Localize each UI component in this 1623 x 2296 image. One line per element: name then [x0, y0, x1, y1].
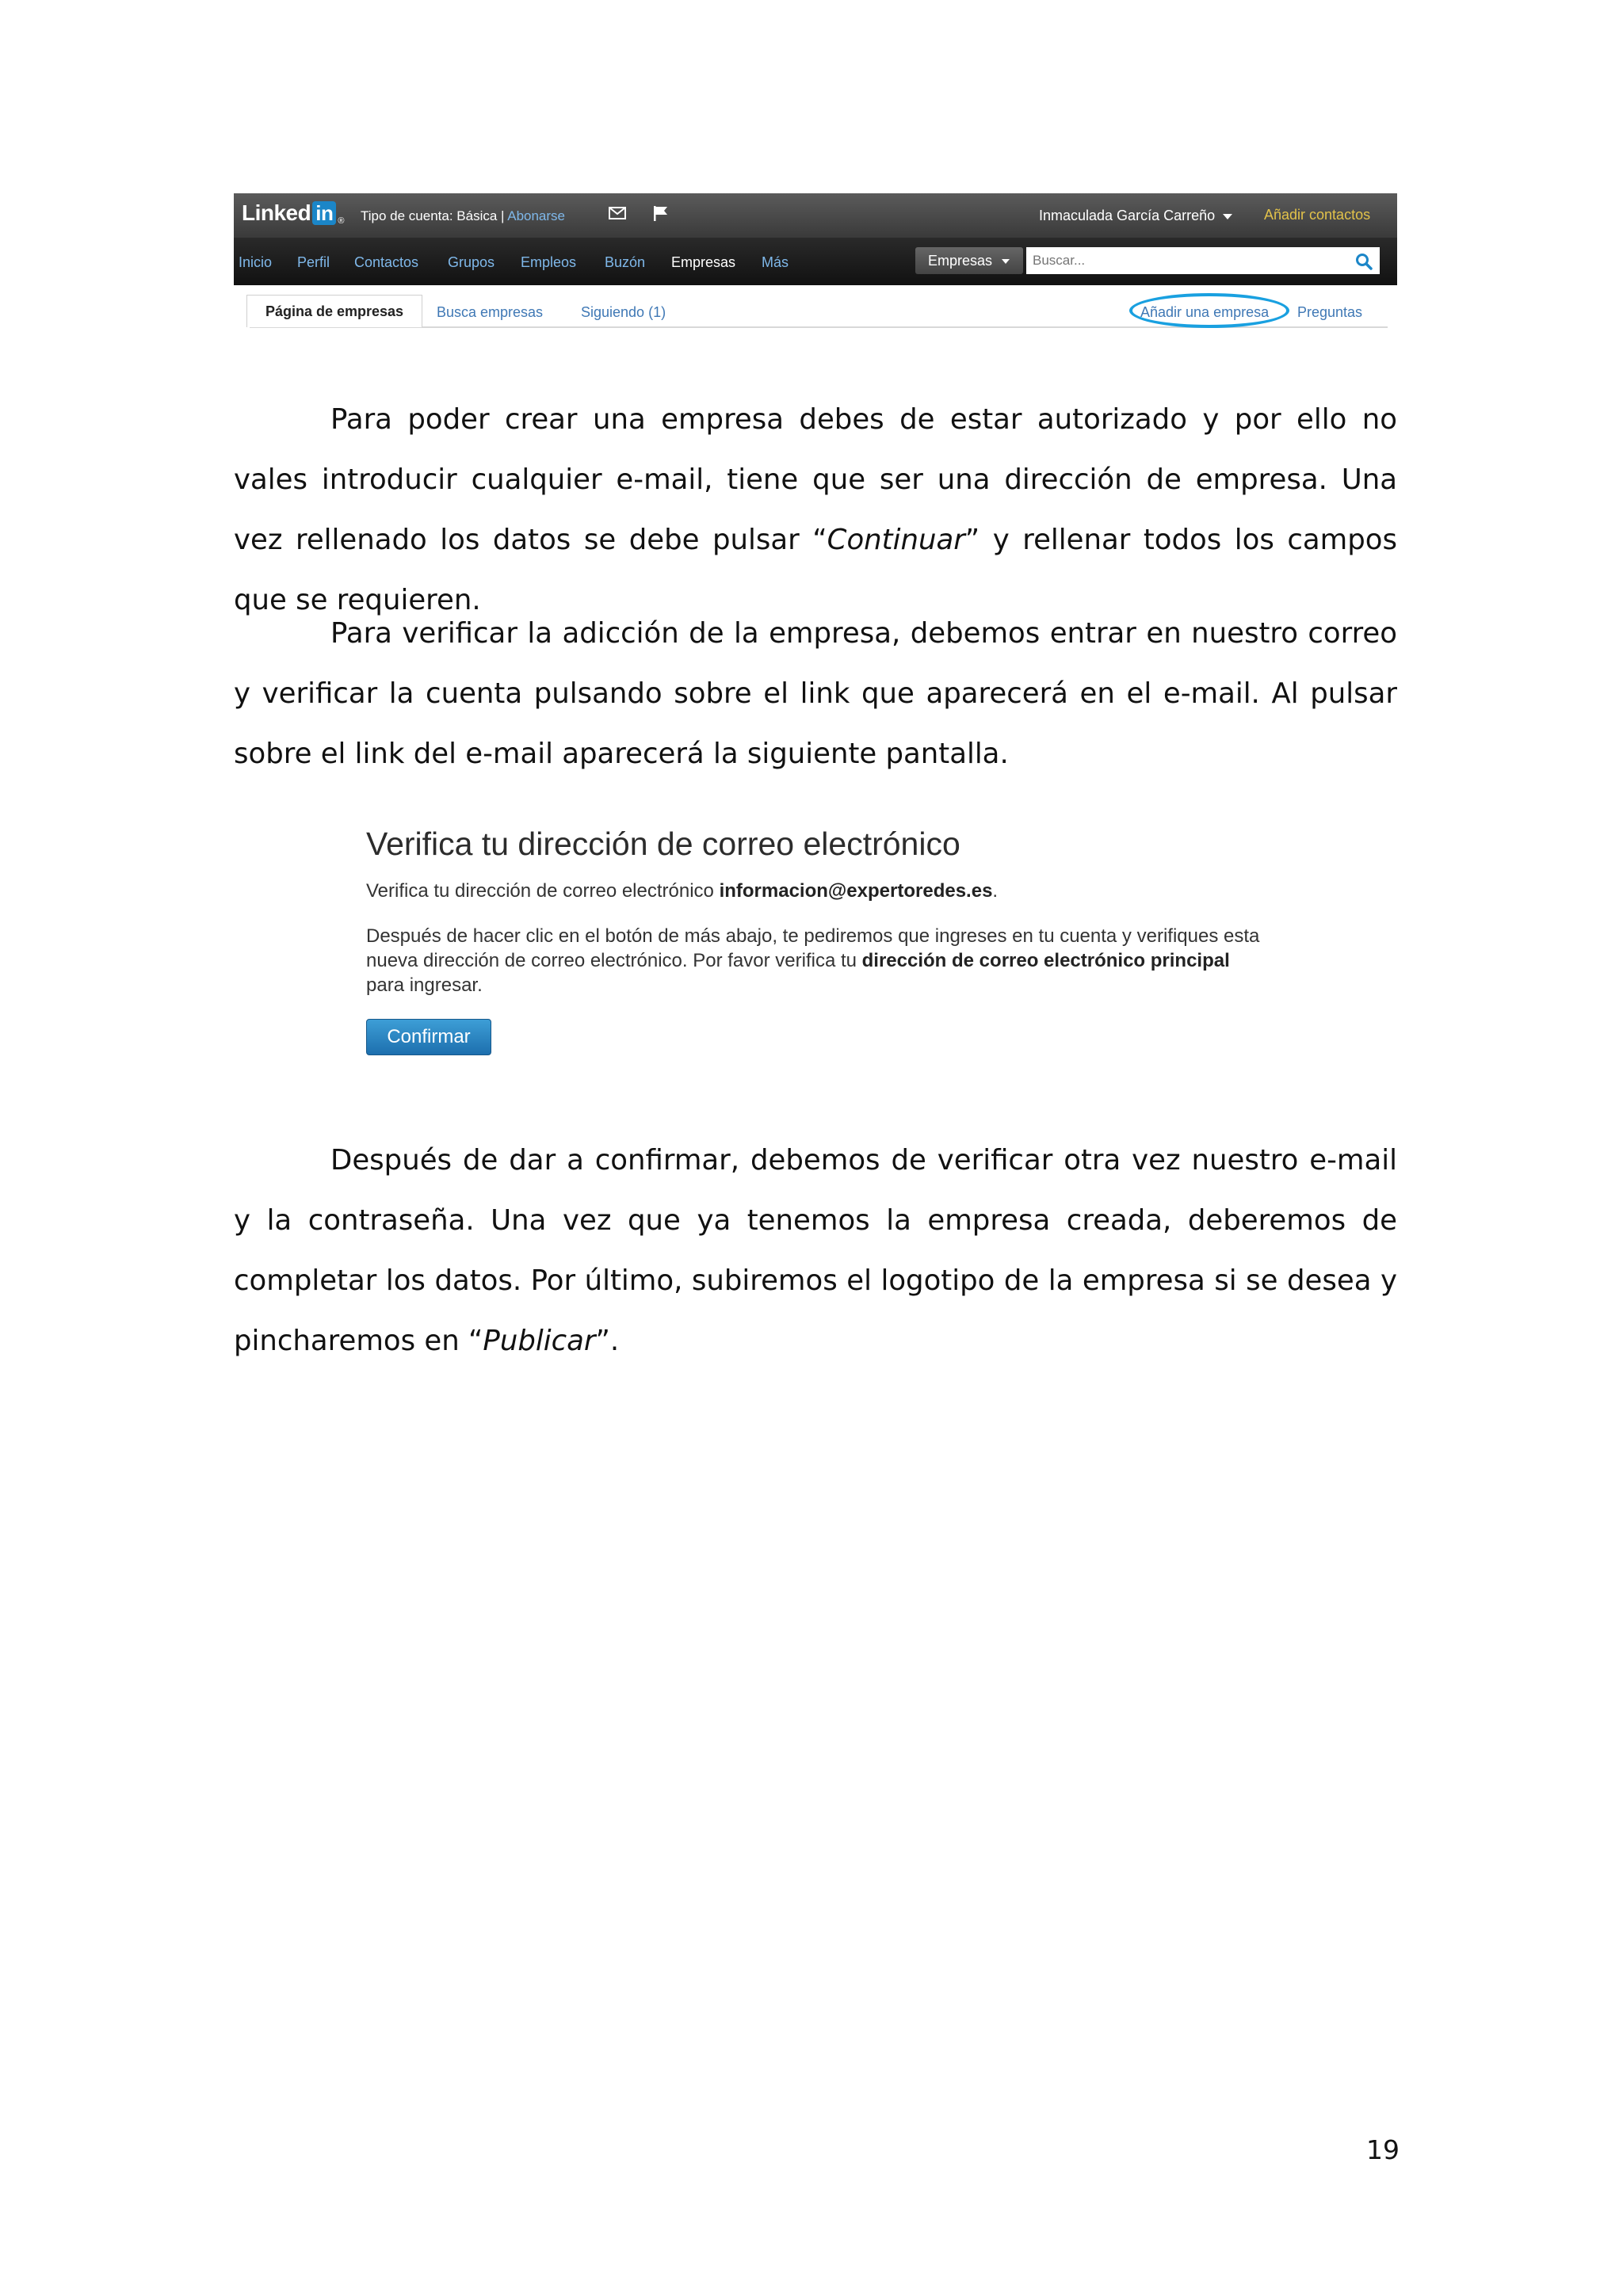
nav-grupos[interactable]: Grupos	[448, 254, 495, 270]
logo-in-badge: in	[312, 201, 336, 225]
nav-buzon[interactable]: Buzón	[605, 254, 646, 270]
chevron-down-icon	[1002, 259, 1010, 264]
mail-icon[interactable]	[609, 207, 626, 219]
verify-title: Verifica tu dirección de correo electrónico	[366, 826, 960, 862]
verify-instructions-a: Después de hacer clic en el botón de más abajo, te pediremos que ingreses en tu cuenta y verifiques esta nueva dirección de correo electrónico. Por favor verifica tu	[366, 925, 1260, 971]
user-name: Inmaculada García Carreño	[1039, 208, 1216, 223]
nav-contactos[interactable]: Contactos	[354, 254, 419, 270]
linkedin-nav-bar	[234, 238, 1397, 285]
add-contacts-link[interactable]: Añadir contactos	[1264, 207, 1371, 223]
paragraph-2: Para verificar la adicción de la empresa, debemos entrar en nuestro correo y verificar la cuenta pulsando sobre el link que aparecerá en el e-mail. Al pulsar sobre el link del e-mail aparecerá la siguiente pantalla.	[234, 617, 1397, 770]
search-category-select[interactable]	[915, 247, 1023, 274]
nav-mas[interactable]: Más	[762, 254, 789, 270]
nav-empresas[interactable]: Empresas	[671, 254, 736, 270]
search-icon[interactable]	[1354, 252, 1373, 271]
paragraph-1-text-b: ” y rellenar todos los campos que se requieren.	[234, 524, 1397, 616]
verify-instructions	[366, 924, 1270, 997]
verify-line-prefix: Verifica tu dirección de correo electrónico	[366, 880, 720, 902]
nav-empleos[interactable]: Empleos	[521, 254, 577, 270]
linkedin-screenshot	[234, 193, 1397, 333]
paragraph-3	[234, 1131, 1397, 1371]
verify-instructions-bold: dirección de correo electrónico principal	[861, 950, 1230, 971]
chevron-down-icon	[1223, 214, 1232, 219]
logo-registered: ®	[338, 216, 344, 226]
paragraph-3-text-a: Después de dar a confirmar, debemos de verificar otra vez nuestro e-mail y la contraseña. Una vez que ya tenemos la empresa creada, deberemos de completar los datos. Por último, subiremos el logotipo de la empresa si se desea y pincharemos en “	[234, 1144, 1397, 1357]
verify-email-line	[366, 880, 998, 902]
logo-text: Linked	[242, 200, 311, 225]
paragraph-1	[234, 390, 1397, 631]
page-number: 19	[1366, 2134, 1400, 2165]
user-menu[interactable]	[1039, 208, 1232, 224]
highlight-circle	[1129, 293, 1289, 328]
verify-line-suffix: .	[992, 880, 999, 902]
tab-following[interactable]: Siguiendo (1)	[581, 304, 666, 320]
paragraph-1-emphasis: Continuar	[827, 524, 965, 556]
upgrade-link[interactable]: Abonarse	[507, 208, 566, 223]
paragraph-3-emphasis: Publicar	[483, 1325, 596, 1357]
account-type-label: Tipo de cuenta: Básica |	[361, 208, 508, 223]
account-type	[361, 208, 565, 224]
verify-email-screenshot	[358, 816, 1270, 1070]
verify-instructions-b: para ingresar.	[366, 974, 483, 996]
search-input[interactable]	[1026, 247, 1380, 274]
companies-tab-bar	[234, 285, 1397, 333]
add-company-link[interactable]: Añadir una empresa	[1140, 304, 1270, 320]
nav-inicio[interactable]: Inicio	[239, 254, 273, 270]
paragraph-1-text-a: Para poder crear una empresa debes de estar autorizado y por ello no vales introducir cualquier e-mail, tiene que ser una dirección de empresa. Una vez rellenado los datos se debe pulsar “	[234, 403, 1397, 556]
nav-perfil[interactable]: Perfil	[297, 254, 330, 270]
verify-email-address: informacion@expertoredes.es	[719, 880, 993, 902]
tab-search-companies[interactable]: Busca empresas	[437, 304, 544, 320]
flag-icon[interactable]	[652, 204, 670, 222]
confirm-button[interactable]: Confirmar	[366, 1019, 491, 1055]
linkedin-logo[interactable]	[242, 200, 344, 226]
paragraph-3-text-b: ”.	[595, 1325, 620, 1357]
questions-link[interactable]: Preguntas	[1297, 304, 1363, 320]
tab-company-page[interactable]: Página de empresas	[246, 295, 422, 327]
linkedin-top-bar	[234, 193, 1397, 238]
search-category-value: Empresas	[928, 253, 993, 269]
